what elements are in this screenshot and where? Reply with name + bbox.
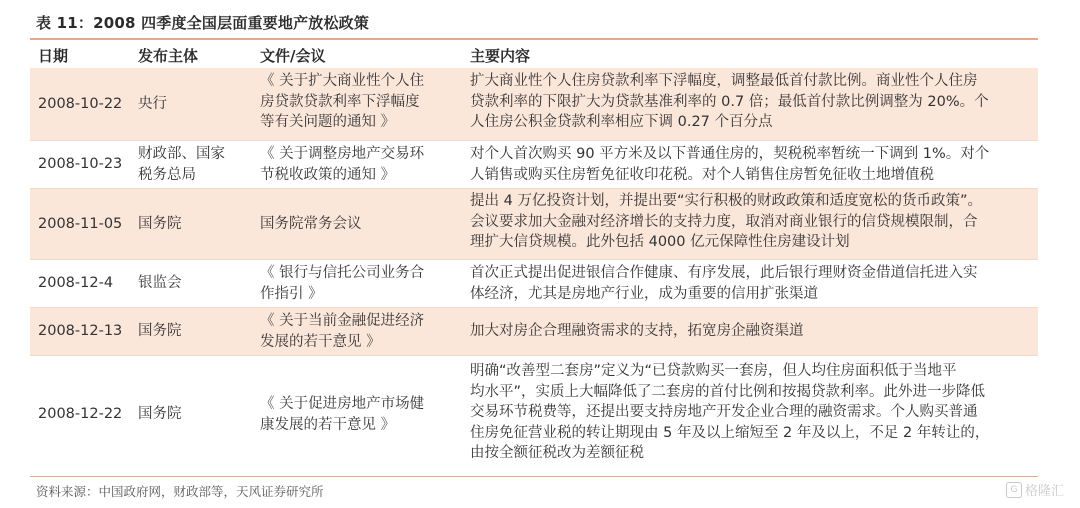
row-content: 首次正式提出促进银信合作健康、有序发展，此后银行理财资金借道信托进入实 体经济，尤其是房地产行业，成为重要的信用扩张渠道	[470, 265, 978, 302]
row-content: 扩大商业性个人住房贷款利率下浮幅度，调整最低首付款比例。商业性个人住房 贷款利率的下限扩大为贷款基准利率的 0.7 倍；最低首付款比例调整为 20%。个 人住房公积金贷款利率相应下调 0.27 个百分点	[470, 73, 989, 130]
row-document: 《 关于扩大商业性个人住 房贷款贷款利率下浮幅度 等有关问题的通知 》	[260, 73, 425, 130]
row-content: 明确“改善型二套房”定义为“已贷款购买一套房，但人均住房面积低于当地平 均水平”，实质上大幅降低了二套房的首付比例和按揭贷款利率。此外进一步降低 交易环节税费等，还提出要支持房地产开发企业合理的融资需求。个人购买普通 住房免征营业税的转让期现由 5 年及以上缩短至 2 年及以上，不足 2 年转让的， 由按全额征税改为差额征税	[470, 363, 990, 461]
watermark-text: 格隆汇	[1024, 484, 1064, 499]
row-date: 2008-10-23	[38, 156, 123, 173]
row-content: 加大对房企合理融资需求的支持，拓宽房企融资渠道	[470, 323, 804, 340]
row-date: 2008-10-22	[38, 95, 123, 112]
row-date: 2008-12-13	[38, 323, 123, 340]
row-document: 《 关于调整房地产交易环 节税收政策的通知 》	[260, 146, 425, 183]
table-bottom-rule	[30, 476, 1038, 477]
row-document: 《 银行与信托公司业务合 作指引 》	[260, 265, 425, 302]
row-issuer: 央行	[138, 95, 167, 112]
row-issuer: 银监会	[138, 275, 182, 292]
row-content: 提出 4 万亿投资计划，并提出要“实行积极的财政政策和适度宽松的货币政策”。 会议要求加大金融对经济增长的支持力度，取消对商业银行的信贷规模限制，合 理扩大信贷规模。此外包括 4000 亿元保障性住房建设计划	[470, 193, 982, 250]
table-row	[30, 308, 1038, 356]
column-header-issuer: 发布主体	[138, 47, 199, 65]
watermark-logo-icon: G	[1006, 482, 1022, 498]
row-date: 2008-12-22	[38, 406, 123, 423]
row-document: 《 关于当前金融促进经济 发展的若干意见 》	[260, 313, 425, 350]
column-header-content: 主要内容	[470, 47, 531, 65]
table-header	[30, 40, 1038, 69]
row-issuer: 国务院	[138, 323, 182, 340]
column-header-date: 日期	[38, 47, 69, 65]
table-row	[30, 189, 1038, 260]
table-row	[30, 68, 1038, 141]
row-document: 《 关于促进房地产市场健 康发展的若干意见 》	[260, 396, 425, 433]
row-document: 国务院常务会议	[260, 215, 362, 232]
row-content: 对个人首次购买 90 平方米及以下普通住房的，契税税率暂统一下调到 1%。对个 人销售或购买住房暂免征收印花税。对个人销售住房暂免征收土地增值税	[470, 146, 990, 183]
row-issuer: 财政部、国家 税务总局	[138, 146, 225, 183]
table-row	[30, 141, 1038, 189]
row-date: 2008-12-4	[38, 275, 114, 292]
row-date: 2008-11-05	[38, 215, 123, 232]
column-header-document: 文件/会议	[260, 47, 326, 65]
table-row	[30, 260, 1038, 308]
row-issuer: 国务院	[138, 215, 182, 232]
watermark	[1006, 480, 1064, 499]
row-issuer: 国务院	[138, 406, 182, 423]
table-row	[30, 356, 1038, 473]
table-title: 表 11：2008 四季度全国层面重要地产放松政策	[36, 14, 370, 32]
source-note: 资料来源：中国政府网，财政部等，天风证券研究所	[36, 484, 324, 499]
